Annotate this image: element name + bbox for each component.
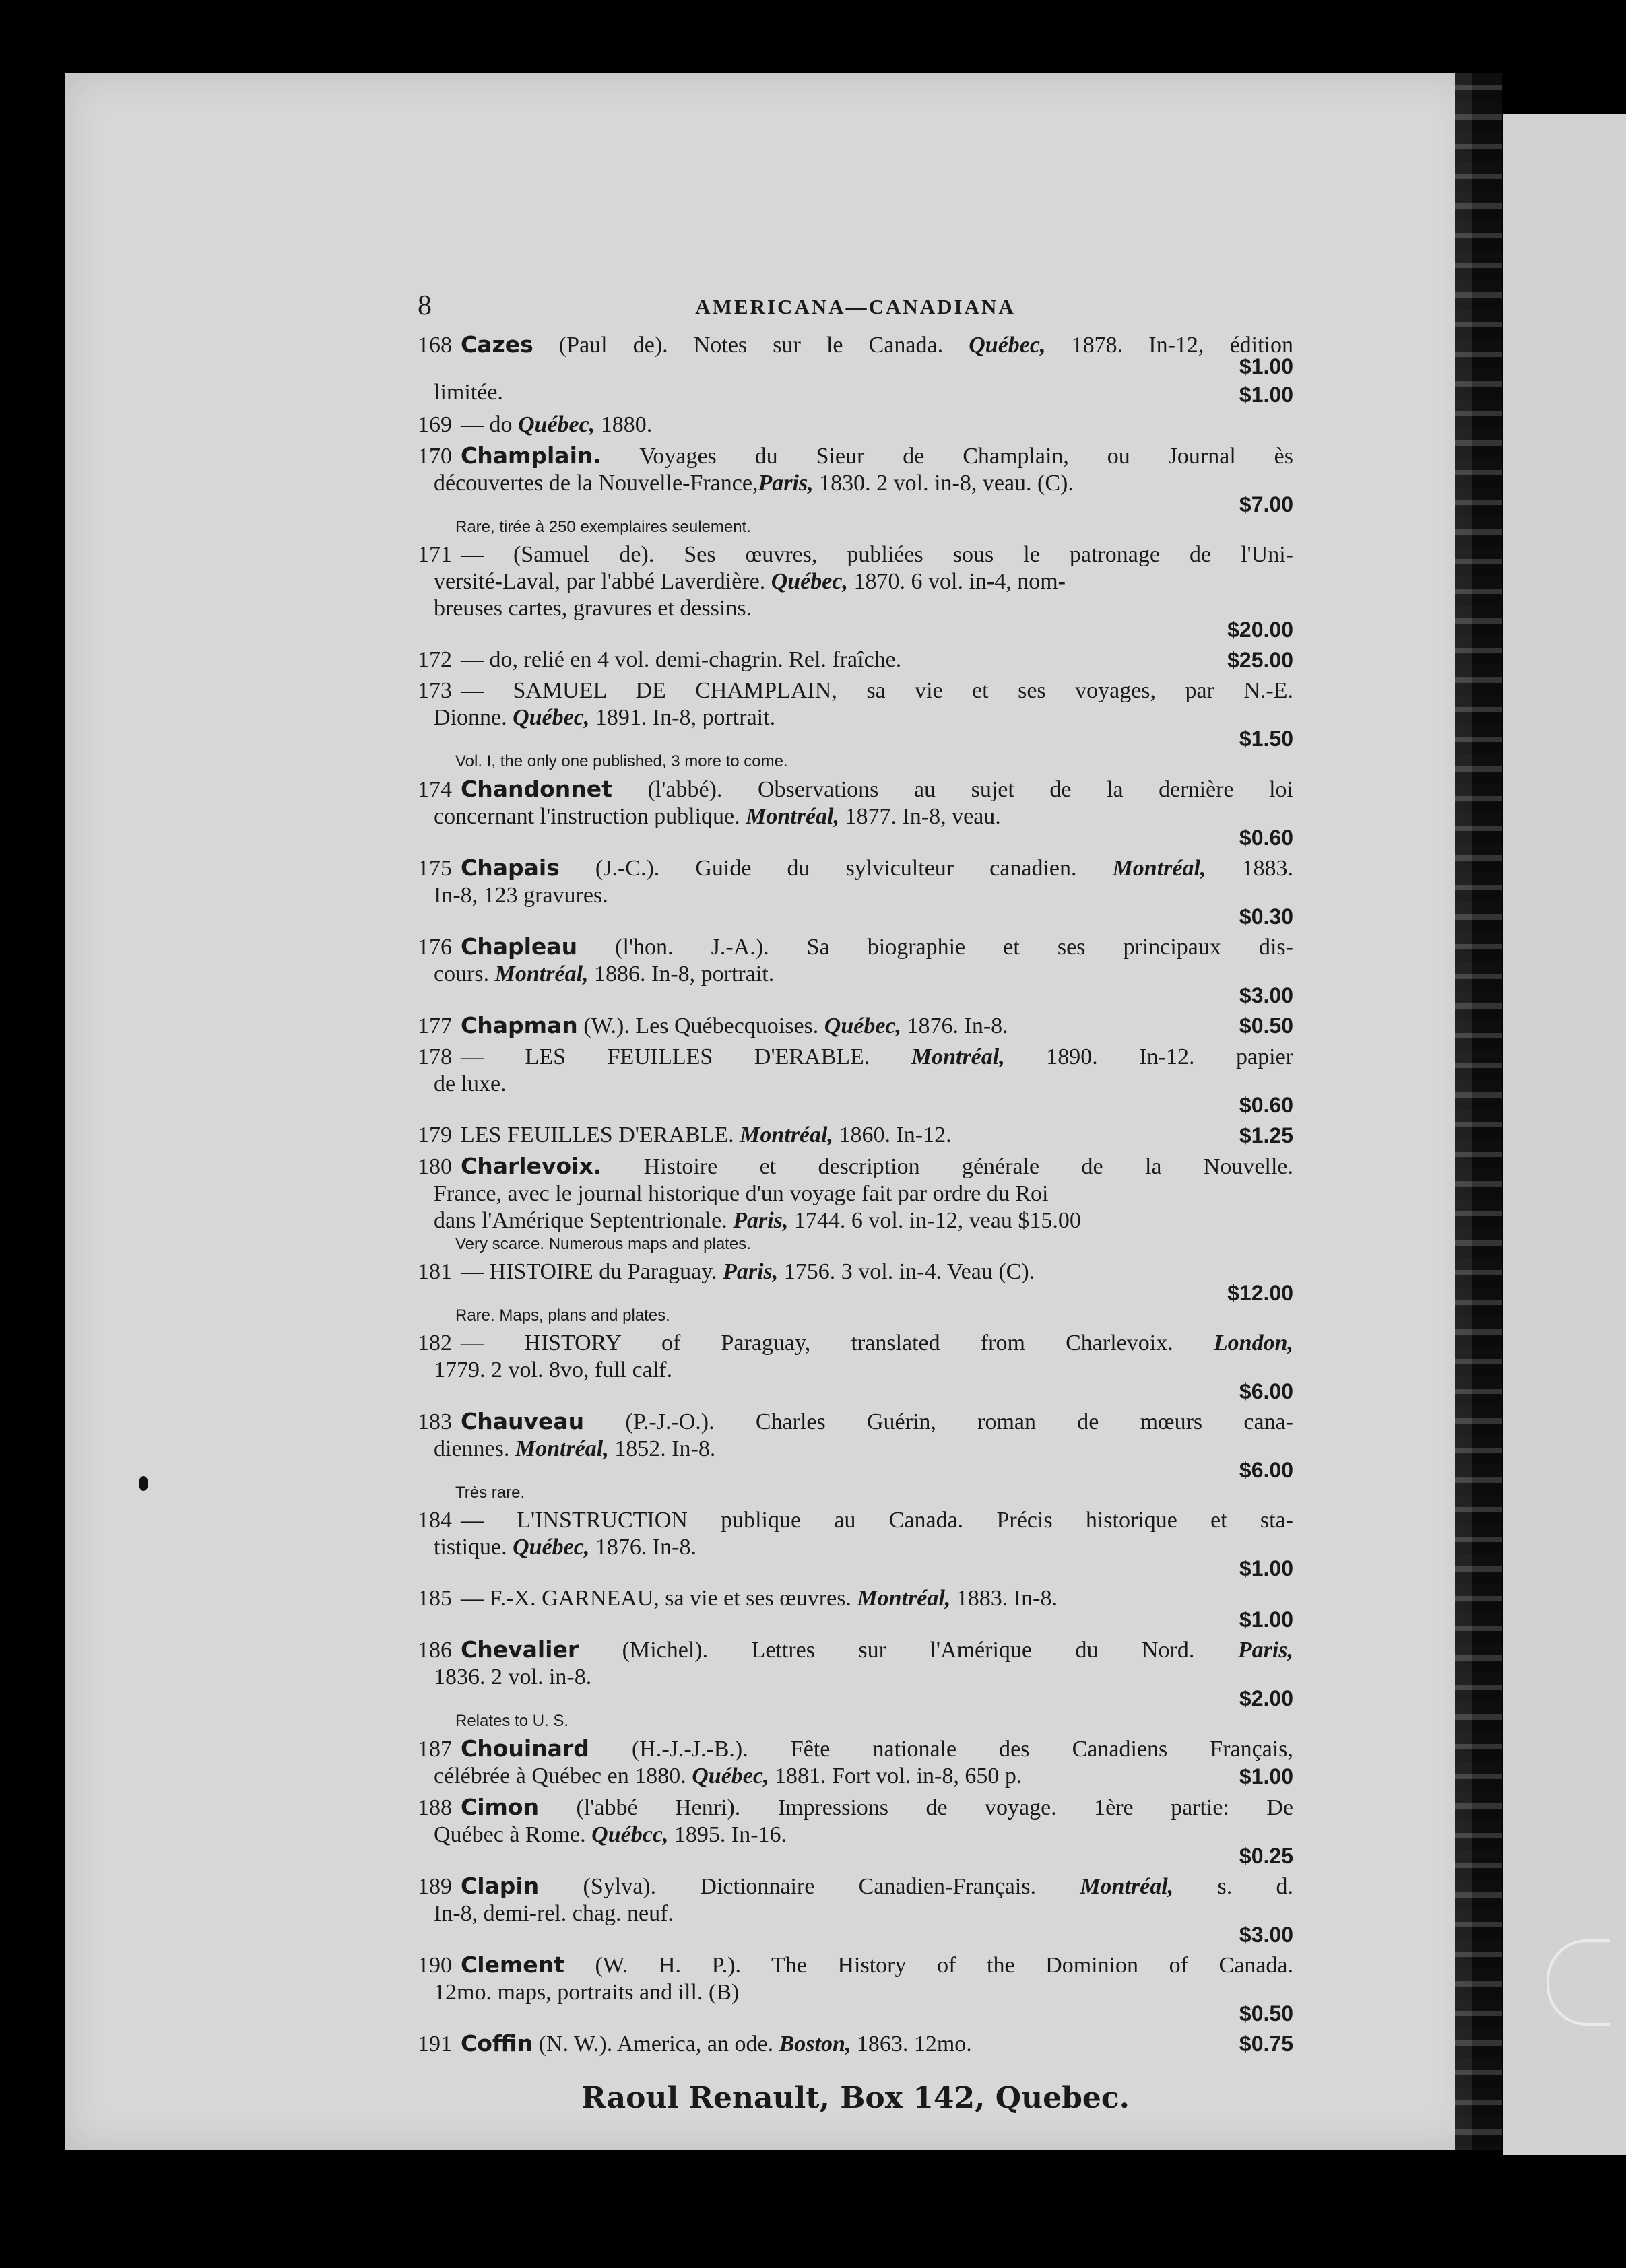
entry-line bbox=[418, 1763, 1293, 1790]
entry-line bbox=[418, 1507, 1293, 1534]
entry-number: 175 bbox=[418, 856, 452, 881]
catalog-entry bbox=[418, 646, 1293, 673]
price: $0.50 bbox=[1239, 2001, 1293, 2026]
entry-text: LES FEUILLES D'ERABLE. bbox=[461, 1123, 740, 1147]
author-name: Chapais bbox=[461, 855, 560, 881]
price: $7.00 bbox=[1239, 492, 1293, 516]
entry-text: 1852. In-8. bbox=[608, 1436, 716, 1461]
entry-number: 188 bbox=[418, 1795, 452, 1820]
place-of-publication: Québec, bbox=[518, 412, 595, 437]
catalog-entry bbox=[418, 2030, 1293, 2058]
entry-line bbox=[418, 568, 1293, 595]
price: $1.50 bbox=[1239, 727, 1293, 751]
place-of-publication: Québec, bbox=[692, 1764, 769, 1789]
entry-text: 1779. 2 vol. 8vo, full calf. bbox=[434, 1358, 673, 1382]
entry-line bbox=[418, 933, 1293, 961]
catalog-entry bbox=[418, 1507, 1293, 1581]
place-of-publication: Paris, bbox=[733, 1208, 789, 1233]
entry-text: 1836. 2 vol. in-8. bbox=[434, 1665, 592, 1690]
catalog-content bbox=[418, 290, 1293, 2115]
place-of-publication: Montréal, bbox=[515, 1436, 609, 1461]
entry-number: 182 bbox=[418, 1331, 452, 1356]
entry-line bbox=[418, 677, 1293, 704]
entry-line bbox=[418, 1044, 1293, 1071]
entry-text: limitée. bbox=[434, 380, 503, 405]
author-name: Chauveau bbox=[461, 1408, 585, 1434]
entry-number: 186 bbox=[418, 1638, 452, 1663]
place-of-publication: Québec, bbox=[513, 1535, 590, 1560]
entry-number: 180 bbox=[418, 1154, 452, 1179]
author-name: Chouinard bbox=[461, 1735, 589, 1762]
entry-text: 1881. Fort vol. in-8, 650 p. bbox=[769, 1764, 1022, 1789]
place-of-publication: Québec, bbox=[824, 1013, 902, 1038]
catalog-entry bbox=[418, 776, 1293, 850]
entry-line bbox=[418, 1153, 1293, 1180]
entry-number: 173 bbox=[418, 678, 452, 703]
entry-number: 177 bbox=[418, 1013, 452, 1038]
entry-number: 168 bbox=[418, 333, 452, 358]
entry-number: 170 bbox=[418, 444, 452, 469]
entry-line bbox=[418, 1122, 1293, 1149]
entry-text: (Paul de). Notes sur le Canada. bbox=[533, 333, 969, 358]
entry-text: découvertes de la Nouvelle-France, bbox=[434, 471, 758, 496]
price: $1.00 bbox=[1239, 1607, 1293, 1632]
entry-text: — HISTOIRE du Paraguay. bbox=[461, 1259, 723, 1284]
entry-text: (l'abbé). Observations au sujet de la dernière loi bbox=[612, 777, 1293, 802]
entry-text: 1876. In-8. bbox=[901, 1013, 1008, 1038]
entry-text: 1876. In-8. bbox=[589, 1535, 697, 1560]
entry-number: 184 bbox=[418, 1508, 452, 1533]
author-name: Clapin bbox=[461, 1873, 540, 1899]
entry-text: 1878. In-12, édition bbox=[1045, 333, 1293, 358]
entry-number: 189 bbox=[418, 1874, 452, 1899]
entry-line bbox=[418, 1012, 1293, 1040]
entry-line bbox=[418, 541, 1293, 568]
author-name: Cimon bbox=[461, 1794, 540, 1820]
entry-text: de luxe. bbox=[434, 1071, 507, 1096]
entry-note: Rare, tirée à 250 exemplaires seulement. bbox=[455, 518, 751, 536]
entry-number: 178 bbox=[418, 1044, 452, 1069]
author-name: Coffin bbox=[461, 2030, 533, 2057]
entry-text: Dionne. bbox=[434, 705, 513, 730]
catalog-entry bbox=[418, 411, 1293, 438]
price: $0.75 bbox=[1239, 2032, 1293, 2056]
entry-line bbox=[418, 1330, 1293, 1357]
entry-line bbox=[418, 1408, 1293, 1436]
price: $0.25 bbox=[1239, 1844, 1293, 1868]
entry-line bbox=[418, 1180, 1293, 1207]
entry-note: Vol. I, the only one published, 3 more to come. bbox=[455, 752, 788, 770]
price: $3.00 bbox=[1239, 983, 1293, 1007]
entry-text: — SAMUEL DE CHAMPLAIN, sa vie et ses voyages, par N.-E. bbox=[461, 678, 1293, 703]
catalog-entry bbox=[418, 442, 1293, 537]
entry-number: 179 bbox=[418, 1123, 452, 1147]
catalog-entry bbox=[418, 933, 1293, 1008]
price: $0.50 bbox=[1239, 1013, 1293, 1038]
entry-text: dans l'Amérique Septentrionale. bbox=[434, 1208, 734, 1233]
catalog-entry bbox=[418, 1259, 1293, 1326]
entry-number: 190 bbox=[418, 1953, 452, 1978]
price: $1.00 bbox=[1239, 1764, 1293, 1789]
price: $1.00 bbox=[1239, 354, 1293, 378]
entry-line bbox=[418, 442, 1293, 470]
entry-text: breuses cartes, gravures et dessins. bbox=[434, 596, 752, 621]
place-of-publication: Boston, bbox=[779, 2032, 851, 2057]
entry-number: 174 bbox=[418, 777, 452, 802]
entry-text: (W. H. P.). The History of the Dominion of Canada. bbox=[564, 1953, 1293, 1978]
author-name: Chevalier bbox=[461, 1636, 579, 1663]
place-of-publication: Paris, bbox=[723, 1259, 779, 1284]
entry-text: — F.-X. GARNEAU, sa vie et ses œuvres. bbox=[461, 1586, 857, 1611]
price: $1.25 bbox=[1239, 1123, 1293, 1147]
place-of-publication: London, bbox=[1213, 1331, 1293, 1356]
running-title: AMERICANA—CANADIANA bbox=[695, 295, 1016, 319]
entry-text: 1756. 3 vol. in-4. Veau (C). bbox=[778, 1259, 1035, 1284]
entry-text: — (Samuel de). Ses œuvres, publiées sous le patronage de l'Uni- bbox=[461, 542, 1293, 567]
place-of-publication: Montréal, bbox=[1080, 1874, 1174, 1899]
entry-number: 183 bbox=[418, 1409, 452, 1434]
entry-line bbox=[418, 646, 1293, 673]
catalog-entry bbox=[418, 1408, 1293, 1503]
entry-text: s. d. bbox=[1173, 1874, 1293, 1899]
author-name: Chapman bbox=[461, 1012, 578, 1038]
author-name: Chapleau bbox=[461, 933, 578, 960]
entry-text: Histoire et description générale de la Nouvelle. bbox=[601, 1154, 1293, 1179]
entry-text: — do, relié en 4 vol. demi-chagrin. Rel. fraîche. bbox=[461, 647, 902, 672]
author-name: Champlain. bbox=[461, 442, 601, 469]
entry-line bbox=[418, 1952, 1293, 1979]
entry-line bbox=[418, 1735, 1293, 1763]
catalog-entry bbox=[418, 1735, 1293, 1790]
catalog-entry bbox=[418, 1044, 1293, 1118]
entry-text: versité-Laval, par l'abbé Laverdière. bbox=[434, 569, 771, 594]
place-of-publication: Montréal, bbox=[746, 804, 839, 829]
entry-note: Relates to U. S. bbox=[455, 1712, 569, 1730]
catalog-entry bbox=[418, 855, 1293, 929]
entry-text: (Sylva). Dictionnaire Canadien-Français. bbox=[539, 1874, 1080, 1899]
place-of-publication: Québec, bbox=[513, 705, 590, 730]
price: $2.00 bbox=[1239, 1686, 1293, 1710]
entry-line bbox=[418, 1794, 1293, 1822]
entry-line bbox=[418, 1207, 1293, 1234]
entry-text: (P.-J.-O.). Charles Guérin, roman de mœurs cana- bbox=[584, 1409, 1293, 1434]
price: $20.00 bbox=[1227, 618, 1293, 642]
entry-text: In-8, 123 gravures. bbox=[434, 883, 608, 908]
author-name: Chandonnet bbox=[461, 776, 612, 802]
price: $0.30 bbox=[1239, 904, 1293, 929]
price: $1.00 bbox=[1239, 382, 1293, 407]
place-of-publication: Paris, bbox=[758, 471, 814, 496]
price: $0.60 bbox=[1239, 1093, 1293, 1117]
catalog-entry bbox=[418, 1585, 1293, 1632]
place-of-publication: Montréal, bbox=[1112, 856, 1206, 881]
entry-text: 1895. In-16. bbox=[668, 1822, 787, 1847]
place-of-publication: Montréal, bbox=[911, 1044, 1005, 1069]
catalog-entry bbox=[418, 1330, 1293, 1404]
entry-text: (J.-C.). Guide du sylviculteur canadien. bbox=[559, 856, 1113, 881]
entry-text: célébrée à Québec en 1880. bbox=[434, 1764, 692, 1789]
entry-text: (l'abbé Henri). Impressions de voyage. 1ère partie: De bbox=[539, 1795, 1293, 1820]
price: $1.00 bbox=[1239, 1556, 1293, 1580]
price: $12.00 bbox=[1227, 1281, 1293, 1305]
entry-number: 172 bbox=[418, 647, 452, 672]
entry-text: 1886. In-8, portrait. bbox=[588, 962, 775, 987]
author-name: Charlevoix. bbox=[461, 1153, 602, 1179]
entry-text: 12mo. maps, portraits and ill. (B) bbox=[434, 1980, 740, 2005]
place-of-publication: Québec, bbox=[771, 569, 848, 594]
entry-line bbox=[418, 1636, 1293, 1664]
entry-text: (N. W.). America, an ode. bbox=[533, 2032, 779, 2057]
price: $6.00 bbox=[1239, 1379, 1293, 1403]
place-of-publication: Montréal, bbox=[740, 1123, 833, 1147]
entry-text: 1883. bbox=[1206, 856, 1294, 881]
entry-text: France, avec le journal historique d'un voyage fait par ordre du Roi bbox=[434, 1181, 1049, 1206]
entry-line bbox=[418, 331, 1293, 359]
entry-list bbox=[418, 331, 1293, 2058]
place-of-publication: Paris, bbox=[1237, 1638, 1293, 1663]
entry-text: In-8, demi-rel. chag. neuf. bbox=[434, 1901, 674, 1926]
catalog-entry bbox=[418, 1012, 1293, 1040]
entry-text: 1744. 6 vol. in-12, veau $15.00 bbox=[788, 1208, 1081, 1233]
entry-number: 187 bbox=[418, 1737, 452, 1762]
entry-text: — do bbox=[461, 412, 518, 437]
entry-text: tistique. bbox=[434, 1535, 513, 1560]
catalog-entry bbox=[418, 677, 1293, 772]
entry-text: — HISTORY of Paraguay, translated from Charlevoix. bbox=[461, 1331, 1214, 1356]
entry-line bbox=[418, 776, 1293, 803]
entry-number: 191 bbox=[418, 2032, 452, 2057]
entry-text: — LES FEUILLES D'ERABLE. bbox=[461, 1044, 911, 1069]
entry-text: Québec à Rome. bbox=[434, 1822, 592, 1847]
entry-note: Rare. Maps, plans and plates. bbox=[455, 1306, 670, 1325]
entry-text: 1877. In-8, veau. bbox=[839, 804, 1001, 829]
page-header bbox=[418, 290, 1293, 327]
catalog-entry bbox=[418, 1122, 1293, 1149]
entry-note: Very scarce. Numerous maps and plates. bbox=[455, 1235, 751, 1253]
place-of-publication: Québcc, bbox=[591, 1822, 669, 1847]
entry-text: diennes. bbox=[434, 1436, 515, 1461]
entry-text: 1880. bbox=[595, 412, 653, 437]
catalog-entry bbox=[418, 1794, 1293, 1869]
price: $0.60 bbox=[1239, 826, 1293, 850]
entry-text: concernant l'instruction publique. bbox=[434, 804, 746, 829]
entry-text: Voyages du Sieur de Champlain, ou Journal ès bbox=[601, 444, 1293, 469]
entry-number: 171 bbox=[418, 542, 452, 567]
entry-line bbox=[418, 855, 1293, 882]
entry-text: (W.). Les Québecquoises. bbox=[577, 1013, 824, 1038]
catalog-entry bbox=[418, 331, 1293, 407]
entry-number: 185 bbox=[418, 1586, 452, 1611]
price: $6.00 bbox=[1239, 1458, 1293, 1482]
price: $3.00 bbox=[1239, 1923, 1293, 1947]
entry-number: 169 bbox=[418, 412, 452, 437]
margin-mark bbox=[139, 1476, 148, 1491]
catalog-entry bbox=[418, 1636, 1293, 1731]
catalog-entry bbox=[418, 541, 1293, 642]
entry-text: cours. bbox=[434, 962, 495, 987]
entry-line bbox=[418, 2030, 1293, 2058]
entry-text: (Michel). Lettres sur l'Amérique du Nord. bbox=[579, 1638, 1238, 1663]
price: $25.00 bbox=[1227, 648, 1293, 672]
entry-text: 1883. In-8. bbox=[950, 1586, 1058, 1611]
author-name: Cazes bbox=[461, 331, 533, 358]
place-of-publication: Montréal, bbox=[494, 962, 589, 987]
entry-text: 1891. In-8, portrait. bbox=[589, 705, 776, 730]
entry-text: (H.-J.-J.-B.). Fête nationale des Canadiens Français, bbox=[589, 1737, 1293, 1762]
catalog-entry bbox=[418, 1153, 1293, 1255]
entry-text: — L'INSTRUCTION publique au Canada. Précis historique et sta- bbox=[461, 1508, 1293, 1533]
adjacent-page bbox=[1503, 114, 1626, 2155]
entry-text: 1890. In-12. papier bbox=[1004, 1044, 1293, 1069]
entry-text: 1870. 6 vol. in-4, nom- bbox=[848, 569, 1066, 594]
place-of-publication: Québec, bbox=[969, 333, 1046, 358]
entry-text: 1863. 12mo. bbox=[851, 2032, 972, 2057]
entry-text: (l'hon. J.-A.). Sa biographie et ses principaux dis- bbox=[577, 935, 1293, 960]
entry-line bbox=[418, 1873, 1293, 1900]
place-of-publication: Montréal, bbox=[857, 1586, 951, 1611]
entry-text: 1860. In-12. bbox=[833, 1123, 952, 1147]
footer-advertiser: Raoul Renault, Box 142, Quebec. bbox=[581, 2081, 1130, 2115]
entry-note: Très rare. bbox=[455, 1483, 525, 1502]
entry-number: 181 bbox=[418, 1259, 452, 1284]
page-number: 8 bbox=[418, 290, 432, 321]
torn-page-edge bbox=[1455, 73, 1502, 2150]
author-name: Clement bbox=[461, 1952, 564, 1978]
catalog-entry bbox=[418, 1952, 1293, 2026]
entry-line bbox=[418, 411, 1293, 438]
entry-text: 1830. 2 vol. in-8, veau. (C). bbox=[813, 471, 1074, 496]
catalog-entry bbox=[418, 1873, 1293, 1947]
entry-number: 176 bbox=[418, 935, 452, 960]
